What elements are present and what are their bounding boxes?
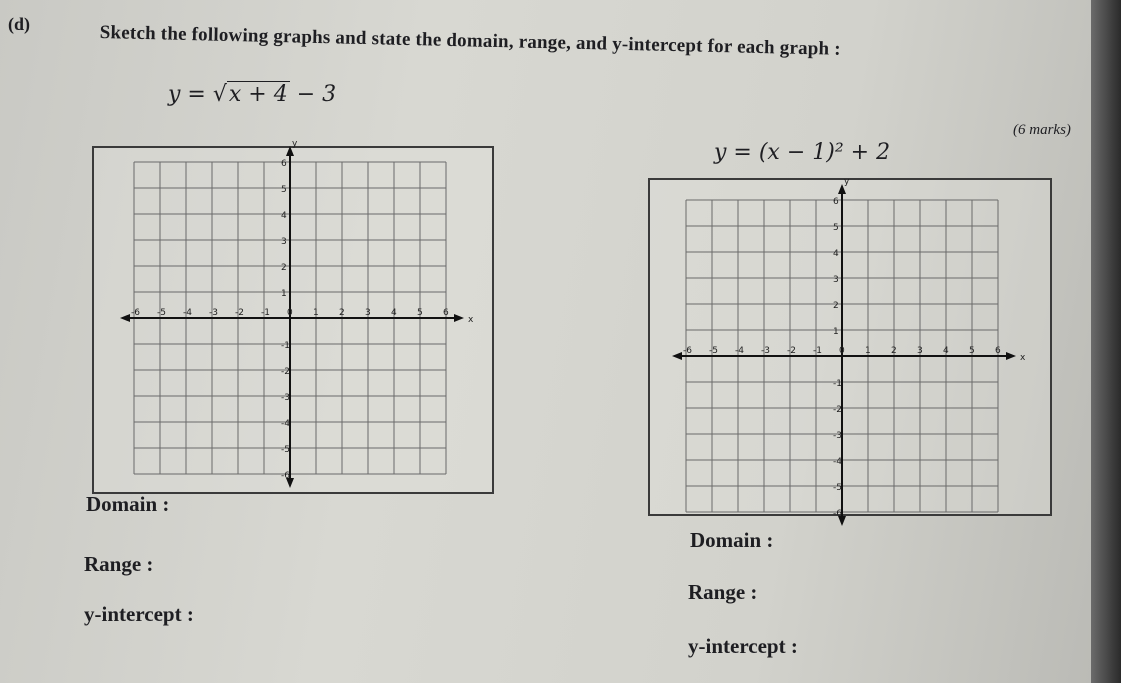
y-tick-label: -1 <box>833 379 842 389</box>
y-axis-label: y <box>844 177 850 187</box>
graph-2-yintercept-label: y-intercept : <box>688 634 798 658</box>
marks-label: (6 marks) <box>1013 122 1071 138</box>
question-instruction: Sketch the following graphs and state the domain, range, and y-intercept for each graph : <box>99 22 842 60</box>
x-tick-label: 6 <box>995 346 1001 356</box>
graph-1-yintercept-label: y-intercept : <box>84 602 194 626</box>
x-tick-label: -4 <box>735 346 744 356</box>
x-axis-arrow-left <box>120 314 130 322</box>
y-tick-label: -3 <box>833 431 842 441</box>
y-tick-label: -3 <box>281 393 290 403</box>
y-tick-label: -4 <box>833 457 842 467</box>
x-tick-label: -3 <box>761 346 770 356</box>
x-tick-label: 5 <box>969 346 975 356</box>
y-tick-label: -6 <box>833 509 842 519</box>
y-tick-label: 4 <box>281 211 287 221</box>
x-tick-label: -6 <box>131 308 140 318</box>
graph-1-grid <box>92 139 490 490</box>
graph-2-domain-label: Domain : <box>690 528 774 552</box>
y-tick-label: -2 <box>281 367 290 377</box>
y-tick-label: 6 <box>281 159 287 169</box>
x-axis-label: x <box>468 315 474 325</box>
x-tick-label: -5 <box>709 346 718 356</box>
y-tick-label: 3 <box>281 237 287 247</box>
x-axis-arrow-left <box>672 352 682 360</box>
y-tick-label: 2 <box>281 263 287 273</box>
x-tick-label: 3 <box>365 308 371 318</box>
x-tick-label: -1 <box>261 308 270 318</box>
y-tick-label: 1 <box>833 327 839 337</box>
x-tick-label: 3 <box>917 346 923 356</box>
graph-1-range-label: Range : <box>84 552 154 576</box>
y-tick-label: 1 <box>281 289 287 299</box>
y-tick-label: 6 <box>833 197 839 207</box>
x-axis-arrow-right <box>454 314 464 322</box>
x-tick-label: 4 <box>943 346 949 356</box>
equation-2: y = (x − 1)² + 2 <box>714 140 891 165</box>
x-tick-label: -2 <box>235 308 244 318</box>
x-tick-label: -1 <box>813 346 822 356</box>
x-tick-label: 5 <box>417 308 423 318</box>
y-tick-label: 3 <box>833 275 839 285</box>
y-tick-label: 5 <box>833 223 839 233</box>
graph-2-grid <box>648 177 1048 519</box>
graph-1-domain-label: Domain : <box>86 492 170 516</box>
x-tick-label: -3 <box>209 308 218 318</box>
y-tick-label: -1 <box>281 341 290 351</box>
x-tick-label: -6 <box>683 346 692 356</box>
x-tick-label: 4 <box>391 308 397 318</box>
y-tick-label: -5 <box>833 483 842 493</box>
graph-2-range-label: Range : <box>688 580 758 604</box>
x-tick-label: -5 <box>157 308 166 318</box>
x-tick-label: -4 <box>183 308 192 318</box>
x-tick-label: 2 <box>339 308 345 318</box>
x-tick-label: 6 <box>443 308 449 318</box>
x-tick-label: 1 <box>865 346 871 356</box>
x-tick-label: 0 <box>287 308 293 318</box>
y-tick-label: -5 <box>281 445 290 455</box>
y-tick-label: 5 <box>281 185 287 195</box>
y-tick-label: 4 <box>833 249 839 259</box>
question-label: (d) <box>8 14 30 34</box>
x-tick-label: 2 <box>891 346 897 356</box>
y-tick-label: -6 <box>281 471 290 481</box>
x-axis-arrow-right <box>1006 352 1016 360</box>
y-axis-label: y <box>292 139 298 149</box>
x-tick-label: 1 <box>313 308 319 318</box>
x-axis-label: x <box>1020 353 1026 363</box>
x-tick-label: -2 <box>787 346 796 356</box>
equation-1: y = √x + 4 − 3 <box>168 82 337 107</box>
background-edge <box>1091 0 1121 683</box>
y-tick-label: -4 <box>281 419 290 429</box>
x-tick-label: 0 <box>839 346 845 356</box>
y-tick-label: 2 <box>833 301 839 311</box>
y-tick-label: -2 <box>833 405 842 415</box>
